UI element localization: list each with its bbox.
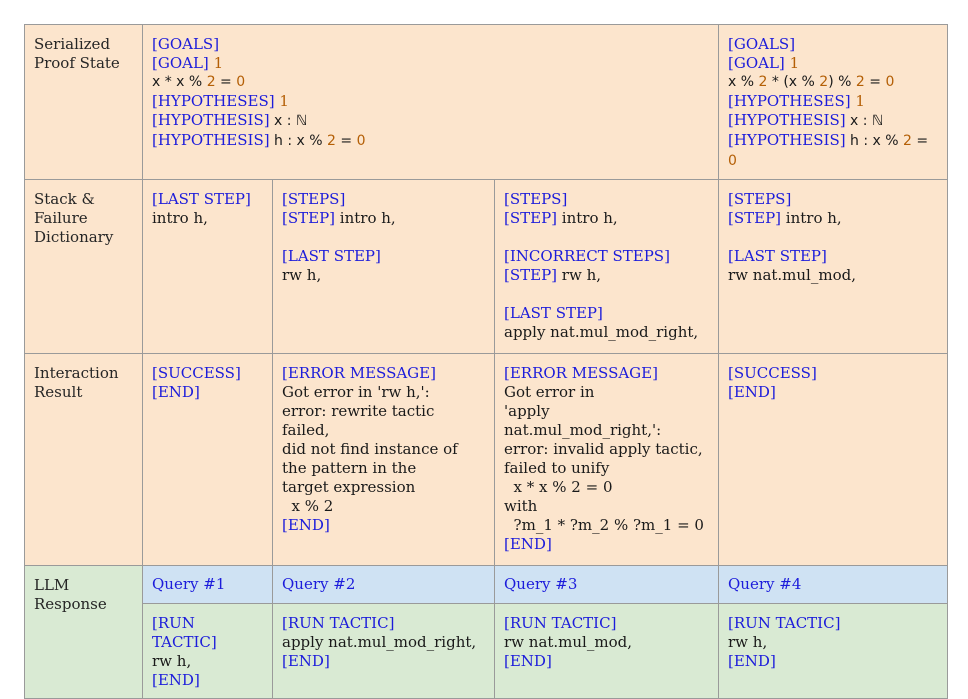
steps-tag: [STEPS]: [282, 190, 346, 208]
hypothesis-h: h : x % 2 = 0: [269, 133, 366, 149]
steps-tag: [STEPS]: [504, 190, 568, 208]
step-text: rw h,: [557, 266, 602, 284]
hypothesis-h: h : x % 2 = 0: [728, 133, 933, 169]
step-text: intro h,: [557, 209, 618, 227]
step-tag: [STEP]: [282, 209, 336, 227]
goal-count: 1: [213, 54, 224, 72]
end-tag: [END]: [152, 671, 200, 689]
query-header-2: Query #2: [273, 566, 495, 604]
end-tag: [END]: [728, 652, 776, 670]
tactic-text: rw h,: [728, 633, 768, 651]
last-step-tag: [LAST STEP]: [282, 247, 381, 265]
success-tag: [SUCCESS]: [152, 364, 241, 382]
end-tag: [END]: [728, 383, 776, 401]
end-tag: [END]: [504, 535, 552, 553]
tactic-text: rw nat.mul_mod,: [504, 633, 632, 651]
stack-cell-4: [719, 180, 948, 354]
hypothesis-tag: [HYPOTHESIS]: [728, 111, 846, 129]
goal-expression: x % 2 * (x % 2) % 2 = 0: [728, 74, 895, 90]
goal-tag: [GOAL]: [728, 54, 785, 72]
query-header-1: Query #1: [143, 566, 273, 604]
row-interaction: [25, 354, 948, 566]
run-tactic-tag: [RUN TACTIC]: [728, 614, 841, 632]
success-tag: [SUCCESS]: [728, 364, 817, 382]
last-step-text: intro h,: [152, 209, 208, 227]
last-step-text: apply nat.mul_mod_right,: [504, 323, 699, 341]
tactic-text: apply nat.mul_mod_right,: [282, 633, 477, 651]
end-tag: [END]: [504, 652, 552, 670]
end-tag: [END]: [282, 516, 330, 534]
interaction-cell-1: [143, 354, 273, 566]
hypotheses-tag: [HYPOTHESES]: [728, 92, 851, 110]
run-tactic-tag: [RUN TACTIC]: [504, 614, 617, 632]
proof-state-cell-4: [719, 25, 948, 180]
run-tactic-tag: [RUN TACTIC]: [282, 614, 395, 632]
last-step-text: rw h,: [282, 266, 322, 284]
hypothesis-tag: [HYPOTHESIS]: [152, 131, 270, 149]
hypothesis-x: x : ℕ: [845, 113, 884, 129]
hypotheses-count: 1: [279, 92, 289, 110]
interaction-cell-3: [495, 354, 719, 566]
stack-cell-3: [495, 180, 719, 354]
response-cell-2: [273, 604, 495, 699]
last-step-tag: [LAST STEP]: [504, 304, 603, 322]
end-tag: [END]: [152, 383, 200, 401]
row-label-stack: Stack & Failure Dictionary: [25, 180, 143, 354]
incorrect-steps-tag: [INCORRECT STEPS]: [504, 247, 670, 265]
row-label-llm: LLM Response: [25, 566, 143, 699]
step-tag: [STEP]: [504, 266, 558, 284]
goals-tag: [GOALS]: [728, 35, 796, 53]
query-header-4: Query #4: [719, 566, 948, 604]
goal-tag: [GOAL]: [152, 54, 209, 72]
row-llm-queries: [25, 566, 948, 604]
row-proof-state: [25, 25, 948, 180]
error-message-text: Got error in 'rw h,': error: rewrite tactic failed, did not find instance of the pattern in the target expression x % 2: [282, 383, 458, 515]
error-message-tag: [ERROR MESSAGE]: [504, 364, 658, 382]
hypothesis-tag: [HYPOTHESIS]: [152, 111, 270, 129]
interaction-cell-4: [719, 354, 948, 566]
proof-interaction-table: [24, 24, 948, 699]
error-message-tag: [ERROR MESSAGE]: [282, 364, 436, 382]
hypotheses-count: 1: [855, 92, 865, 110]
interaction-cell-2: [273, 354, 495, 566]
hypotheses-tag: [HYPOTHESES]: [152, 92, 275, 110]
row-label-proof-state: Serialized Proof State: [25, 25, 143, 180]
error-message-text: Got error in 'apply nat.mul_mod_right,': error: invalid apply tactic, failed to unify x * x % 2 = 0 with ?m_1 * ?m_2 % ?m_1 = 0: [504, 383, 704, 534]
query-header-3: Query #3: [495, 566, 719, 604]
goals-tag: [GOALS]: [152, 35, 220, 53]
proof-state-cell-1-3: [143, 25, 719, 180]
response-cell-1: [143, 604, 273, 699]
goal-count: 1: [789, 54, 800, 72]
step-tag: [STEP]: [504, 209, 558, 227]
goal-expression: x * x % 2 = 0: [152, 74, 246, 90]
steps-tag: [STEPS]: [728, 190, 792, 208]
tactic-text: rw h,: [152, 652, 192, 670]
last-step-text: rw nat.mul_mod,: [728, 266, 856, 284]
step-text: intro h,: [781, 209, 842, 227]
end-tag: [END]: [282, 652, 330, 670]
run-tactic-tag: [RUN TACTIC]: [152, 614, 217, 651]
step-text: intro h,: [335, 209, 396, 227]
last-step-tag: [LAST STEP]: [728, 247, 827, 265]
row-label-interaction: Interaction Result: [25, 354, 143, 566]
step-tag: [STEP]: [728, 209, 782, 227]
hypothesis-tag: [HYPOTHESIS]: [728, 131, 846, 149]
stack-cell-1: [143, 180, 273, 354]
response-cell-3: [495, 604, 719, 699]
stack-cell-2: [273, 180, 495, 354]
row-stack: [25, 180, 948, 354]
row-llm-responses: [25, 604, 948, 699]
last-step-tag: [LAST STEP]: [152, 190, 251, 208]
response-cell-4: [719, 604, 948, 699]
hypothesis-x: x : ℕ: [269, 113, 308, 129]
